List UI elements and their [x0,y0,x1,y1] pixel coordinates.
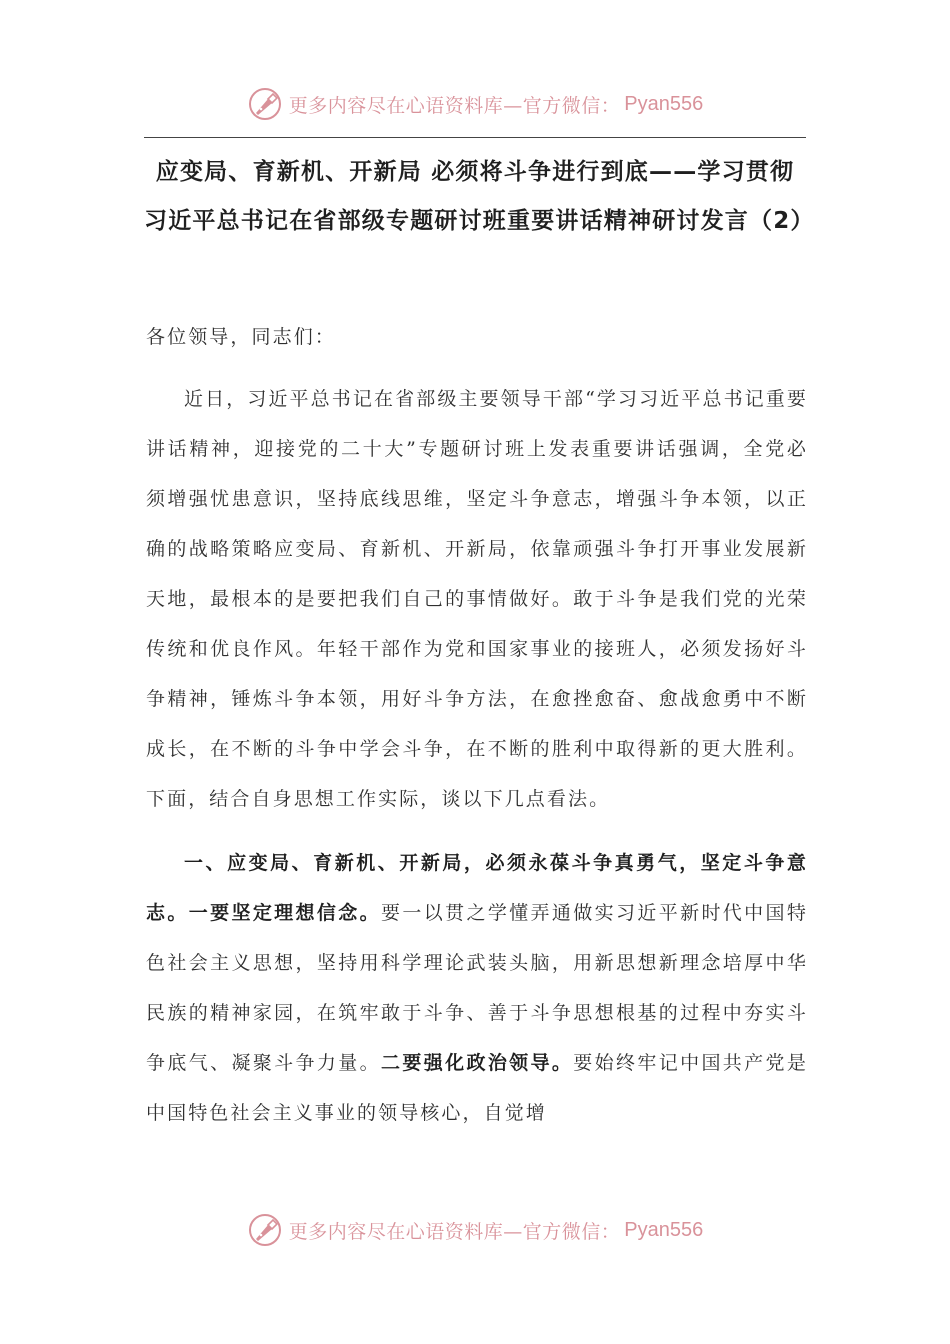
header-watermark [0,82,950,126]
section-one-paragraph [146,838,808,1138]
point-two-text: 要始终牢记中国共产党是中国特色社会主义事业的领导核心，自觉增 [146,1052,808,1124]
pen-nib-logo-icon [247,1212,283,1248]
document-title: 应变局、育新机、开新局 必须将斗争进行到底——学习贯彻习近平总书记在省部级专题研讨班重要讲话精神研讨发言（2） [144,159,815,234]
watermark-wechat-id: Pyan556 [624,1218,704,1241]
header-divider [144,137,806,138]
section-one-heading: 一、应变局、育新机、开新局，必须永葆斗争真勇气，坚定斗争意志。 [146,852,808,924]
point-two-label: 二要强化政治领导。 [381,1052,574,1074]
footer-watermark [0,1208,950,1252]
salutation: 各位领导，同志们： [146,326,336,348]
point-one-text: 要一以贯之学懂弄通做实习近平新时代中国特色社会主义思想，坚持用科学理论武装头脑，用新思想新理念培厚中华民族的精神家园，在筑牢敢于斗争、善于斗争思想根基的过程中夯实斗争底气、凝聚斗争力量。 [146,902,808,1074]
watermark-text: 更多内容尽在心语资料库—官方微信： [288,1220,621,1243]
watermark-wechat-id: Pyan556 [624,92,704,115]
pen-nib-logo-icon [247,86,283,122]
watermark-text: 更多内容尽在心语资料库—官方微信： [288,94,621,117]
document-body [146,312,808,1138]
point-one-label: 一要坚定理想信念。 [188,902,381,924]
intro-paragraph: 近日，习近平总书记在省部级主要领导干部“学习习近平总书记重要讲话精神，迎接党的二十大”专题研讨班上发表重要讲话强调，全党必须增强忧患意识，坚持底线思维，坚定斗争意志，增强斗争本领，以正确的战略策略应变局、育新机、开新局，依靠顽强斗争打开事业发展新天地，最根本的是要把我们自己的事情做好。敢于斗争是我们党的光荣传统和优良作风。年轻干部作为党和国家事业的接班人，必须发扬好斗争精神，锤炼斗争本领，用好斗争方法，在愈挫愈奋、愈战愈勇中不断成长，在不断的斗争中学会斗争，在不断的胜利中取得新的更大胜利。下面，结合自身思想工作实际，谈以下几点看法。 [146,388,808,810]
